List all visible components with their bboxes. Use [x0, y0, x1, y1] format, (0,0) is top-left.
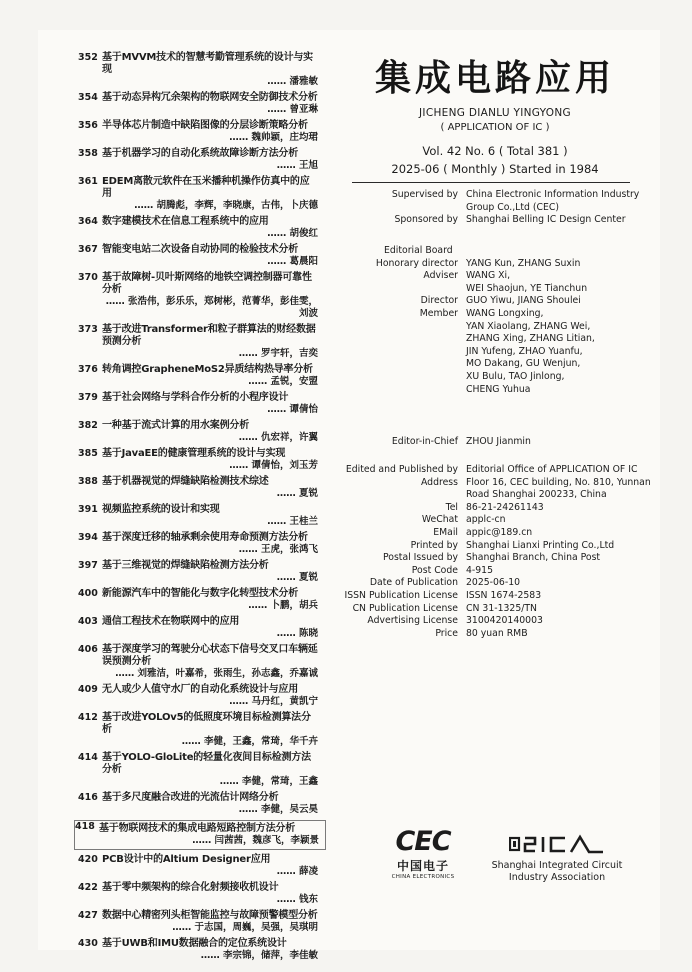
toc-page-number: 361: [78, 176, 98, 187]
toc-article-title: EDEM离散元软件在玉米播种机操作仿真中的应用: [102, 176, 310, 199]
info-row: [322, 565, 652, 578]
toc-authors: …… 仇宏祥，许翼: [238, 432, 318, 443]
info-row: [322, 258, 652, 271]
toc-page-number: 388: [78, 476, 98, 487]
toc-page-number: 420: [78, 854, 98, 865]
toc-article-title: 基于故障树-贝叶斯网络的地铁空调控制器可靠性分析: [102, 272, 312, 295]
toc-page-number: 391: [78, 504, 98, 515]
table-of-contents: [75, 52, 319, 966]
toc-entry: [78, 532, 318, 556]
info-row: [322, 590, 652, 603]
info-value-line: WANG Longxing,: [466, 307, 544, 319]
info-value-line: GUO Yiwu, JIANG Shoulei: [466, 295, 581, 307]
toc-page-number: 427: [78, 910, 98, 921]
info-value: [466, 514, 652, 527]
info-value-line: CN 31-1325/TN: [466, 602, 538, 614]
cec-logo-english: CHINA ELECTRONICS: [391, 874, 455, 880]
info-label: Member: [419, 307, 458, 319]
toc-article-title: 基于改进Transformer和粒子群算法的财经数据预测分析: [102, 324, 316, 347]
info-value: [466, 615, 652, 628]
toc-article-title: 基于MVVM技术的智慧考勤管理系统的设计与实现: [102, 52, 313, 75]
info-value: [466, 565, 652, 578]
toc-authors: …… 孟锐，安盟: [248, 376, 318, 387]
toc-page-number: 376: [78, 364, 98, 375]
toc-entry: [78, 92, 318, 116]
toc-entry: [78, 272, 318, 320]
toc-entry: [74, 820, 326, 850]
toc-page-number: 354: [78, 92, 98, 103]
toc-article-title: 基于机器学习的自动化系统故障诊断方法分析: [102, 148, 298, 159]
toc-entry: [78, 792, 318, 816]
toc-entry: [78, 712, 318, 748]
info-label: Price: [435, 627, 458, 639]
info-label: WeChat: [421, 514, 458, 526]
toc-authors: …… 王旭: [276, 160, 318, 171]
toc-authors: …… 夏锐: [276, 488, 318, 499]
sica-logo: [472, 832, 642, 884]
info-row: [322, 552, 652, 565]
toc-page-number: 352: [78, 52, 98, 63]
toc-page-number: 412: [78, 712, 98, 723]
toc-authors: …… 陈晓: [276, 628, 318, 639]
editorial-board: [322, 245, 652, 396]
info-value-line: Shanghai Belling IC Design Center: [466, 214, 626, 226]
sica-name-line-2: Industry Association: [508, 872, 606, 883]
info-value-line: 80 yuan RMB: [466, 627, 528, 639]
info-value-line: ISSN 1674-2583: [466, 589, 542, 601]
toc-authors: …… 李健，吴云昊: [238, 804, 318, 815]
info-row: [322, 295, 652, 308]
toc-entry: [78, 854, 318, 878]
info-label: CN Publication License: [352, 602, 458, 614]
toc-article-title: 基于零中频架构的综合化射频接收机设计: [102, 882, 279, 893]
toc-page-number: 430: [78, 938, 98, 949]
info-label: Sponsored by: [394, 214, 458, 226]
toc-entry: [78, 752, 318, 788]
toc-article-title: 半导体芯片制造中缺陷图像的分层诊断策略分析: [102, 120, 308, 131]
toc-entry: [78, 52, 318, 88]
toc-page-number: 409: [78, 684, 98, 695]
info-label: Address: [420, 476, 458, 488]
toc-entry: [78, 644, 318, 680]
toc-entry: [78, 176, 318, 212]
toc-entry: [78, 148, 318, 172]
toc-entry: [78, 616, 318, 640]
info-value: [466, 527, 652, 540]
info-value-line: XU Bulu, TAO Jinlong,: [466, 370, 565, 382]
cec-logo-mark: CEC: [395, 826, 451, 857]
toc-article-title: 基于社会网络与学科合作分析的小程序设计: [102, 392, 289, 403]
toc-page-number: 379: [78, 392, 98, 403]
info-value-line: CHENG Yuhua: [466, 383, 531, 395]
info-value-line: YAN Xiaolang, ZHANG Wei,: [466, 320, 591, 332]
toc-entry: [78, 244, 318, 268]
info-label: Post Code: [411, 564, 458, 576]
masthead-divider: [352, 182, 630, 183]
info-label: EMail: [433, 526, 458, 538]
journal-english-title: ( APPLICATION OF IC ): [440, 122, 550, 133]
info-value: [466, 540, 652, 553]
toc-entry: [78, 216, 318, 240]
info-value-line: China Electronic Information Industry: [466, 189, 640, 200]
info-value: [466, 577, 652, 590]
info-value-line: 2025-06-10: [466, 577, 521, 589]
info-row: [322, 628, 652, 641]
sica-logo-icon: [509, 834, 605, 856]
info-label: Edited and Published by: [345, 464, 458, 475]
toc-article-title: 新能源汽车中的智能化与数字化转型技术分析: [102, 588, 298, 599]
info-row: [322, 436, 652, 449]
sica-logo-mark: [472, 832, 642, 856]
toc-page-number: 414: [78, 752, 98, 763]
info-row: [322, 270, 652, 295]
cec-logo-chinese: 中国电子: [396, 859, 449, 873]
toc-authors: …… 张浩伟，彭乐乐，郑树彬，范菁华，彭佳雯，刘波: [105, 296, 318, 319]
info-row: [322, 477, 652, 502]
cec-logo: [388, 826, 458, 880]
toc-article-title: 数据中心精密列头柜智能监控与故障预警模型分析: [102, 910, 318, 921]
info-value-line: WEI Shaojun, YE Tianchun: [466, 282, 588, 294]
info-label: Editor-in-Chief: [391, 436, 458, 447]
info-value: [466, 295, 652, 308]
journal-pinyin: JICHENG DIANLU YINGYONG: [419, 107, 571, 119]
toc-article-title: 基于三维视觉的焊缝缺陷检测方法分析: [102, 560, 269, 571]
info-value: [466, 464, 652, 477]
toc-authors: …… 魏帅颖，庄均珺: [229, 132, 318, 143]
info-label: Date of Publication: [369, 577, 458, 589]
info-label: Adviser: [423, 270, 458, 282]
toc-authors: …… 曾亚琳: [267, 104, 318, 115]
info-label: Printed by: [410, 539, 458, 551]
toc-page-number: 422: [78, 882, 98, 893]
info-row: [322, 527, 652, 540]
toc-authors: …… 闫茜茜，魏彦飞，李颖景: [192, 835, 319, 846]
info-value: [466, 477, 652, 502]
info-value-line: 4-915: [466, 564, 494, 576]
toc-page-number: 358: [78, 148, 98, 159]
toc-article-title: 基于UWB和IMU数据融合的定位系统设计: [102, 938, 287, 949]
toc-authors: …… 谭倩怡: [267, 404, 318, 415]
toc-authors: …… 夏锐: [276, 572, 318, 583]
toc-article-title: 数字建模技术在信息工程系统中的应用: [102, 216, 269, 227]
sponsor-block: [322, 189, 652, 227]
toc-page-number: 400: [78, 588, 98, 599]
info-label: Honorary director: [375, 257, 458, 269]
info-value-line: ZHANG Xing, ZHANG Litian,: [466, 333, 595, 345]
info-value-line: Shanghai Branch, China Post: [466, 552, 601, 564]
info-row: [322, 308, 652, 396]
info-label: Director: [420, 295, 458, 307]
toc-authors: …… 李健，王鑫，常琦，华千卉: [181, 736, 318, 747]
toc-page-number: 418: [75, 821, 95, 832]
info-value-line: 3100420140003: [466, 615, 543, 627]
info-value-line: applc-cn: [466, 514, 506, 526]
toc-entry: [78, 448, 318, 472]
info-label: Tel: [445, 501, 458, 513]
sica-name-line-1: Shanghai Integrated Circuit: [491, 860, 623, 871]
info-label: Supervised by: [391, 189, 458, 200]
toc-authors: …… 刘雅洁，叶嘉希，张雨生，孙志鑫，乔嘉诚: [115, 668, 318, 679]
toc-article-title: 一种基于流式计算的用水案例分析: [102, 420, 249, 431]
toc-authors: …… 李宗锦，储萍，李佳敏: [200, 950, 318, 961]
toc-authors: …… 薛凌: [276, 866, 318, 877]
info-value-line: Floor 16, CEC building, No. 810, Yunnan: [466, 476, 651, 488]
info-value-line: Shanghai Lianxi Printing Co.,Ltd: [466, 539, 615, 551]
toc-authors: …… 谭倩怡，刘玉芳: [229, 460, 318, 471]
info-value: [466, 502, 652, 515]
toc-page-number: 364: [78, 216, 98, 227]
toc-authors: …… 胡腾彪，李辉，李晓康，古伟，卜庆德: [134, 200, 318, 211]
toc-entry: [78, 882, 318, 906]
volume-line: Vol. 42 No. 6 ( Total 381 ): [422, 144, 568, 158]
info-value: [466, 552, 652, 565]
toc-authors: …… 钱东: [276, 894, 318, 905]
toc-authors: …… 李健，常琦，王鑫: [219, 776, 318, 787]
toc-page-number: 373: [78, 324, 98, 335]
info-value: [466, 590, 652, 603]
info-label: ISSN Publication License: [344, 589, 458, 601]
toc-page-number: 394: [78, 532, 98, 543]
info-value: [466, 189, 652, 214]
toc-page-number: 356: [78, 120, 98, 131]
info-row: [322, 464, 652, 477]
toc-page-number: 370: [78, 272, 98, 283]
info-value-line: appic@189.cn: [466, 526, 533, 538]
info-row: [322, 603, 652, 616]
started-line: 2025-06 ( Monthly ) Started in 1984: [391, 162, 599, 176]
info-row: [322, 214, 652, 227]
toc-entry: [78, 324, 318, 360]
toc-article-title: 基于深度迁移的轴承剩余使用寿命预测方法分析: [102, 532, 308, 543]
toc-article-title: PCB设计中的Altium Designer应用: [102, 854, 271, 865]
info-value-line: Editorial Office of APPLICATION OF IC: [466, 464, 638, 475]
toc-page-number: 385: [78, 448, 98, 459]
info-row: [322, 189, 652, 214]
toc-article-title: 基于JavaEE的健康管理系统的设计与实现: [102, 448, 286, 459]
toc-page-number: 403: [78, 616, 98, 627]
toc-authors: …… 卜鹏，胡兵: [248, 600, 318, 611]
info-label: Postal Issued by: [383, 552, 458, 564]
toc-authors: …… 于志国，周巍，吴强，吴琪明: [172, 922, 318, 933]
toc-authors: …… 葛晨阳: [267, 256, 318, 267]
toc-article-title: 基于物联网技术的集成电路短路控制方法分析: [99, 823, 295, 834]
toc-authors: …… 马丹红，黄凯宁: [229, 696, 318, 707]
toc-entry: [78, 364, 318, 388]
toc-article-title: 基于改进YOLOv5的低照度环境目标检测算法分析: [102, 712, 311, 735]
toc-article-title: 无人或少人值守水厂的自动化系统设计与应用: [102, 684, 298, 695]
toc-authors: …… 潘雅敏: [267, 76, 318, 87]
info-label: Advertising License: [367, 615, 458, 627]
info-row: [322, 514, 652, 527]
info-value-line: JIN Yufeng, ZHAO Yuanfu,: [466, 345, 583, 357]
editorial-board-heading: Editorial Board: [384, 245, 453, 256]
toc-entry: [78, 392, 318, 416]
toc-entry: [78, 910, 318, 934]
toc-entry: [78, 560, 318, 584]
toc-entry: [78, 420, 318, 444]
toc-entry: [78, 684, 318, 708]
toc-article-title: 基于多尺度融合改进的光流估计网络分析: [102, 792, 279, 803]
toc-entry: [78, 938, 318, 962]
info-row: [322, 502, 652, 515]
info-value-line: WANG Xi,: [466, 270, 511, 282]
toc-article-title: 基于机器视觉的焊缝缺陷检测技术综述: [102, 476, 269, 487]
toc-authors: …… 胡俊红: [267, 228, 318, 239]
toc-article-title: 转角调控GrapheneMoS2异质结构热导率分析: [102, 364, 313, 375]
info-value: [466, 214, 652, 227]
toc-article-title: 视频监控系统的设计和实现: [102, 504, 220, 515]
info-value: [466, 258, 652, 271]
info-value-line: YANG Kun, ZHANG Suxin: [466, 257, 581, 269]
info-value: [466, 270, 652, 295]
info-row: [322, 577, 652, 590]
toc-article-title: 基于YOLO-GloLite的轻量化夜间目标检测方法分析: [102, 752, 311, 775]
info-row: [322, 615, 652, 628]
toc-article-title: 智能变电站二次设备自动协同的检验技术分析: [102, 244, 298, 255]
toc-authors: …… 罗宇轩，吉奕: [238, 348, 318, 359]
toc-entry: [78, 476, 318, 500]
info-value-line: Road Shanghai 200233, China: [466, 489, 607, 501]
toc-page-number: 406: [78, 644, 98, 655]
editor-in-chief: [322, 436, 652, 449]
toc-article-title: 基于动态异构冗余架构的物联网安全防御技术分析: [102, 92, 318, 103]
toc-page-number: 382: [78, 420, 98, 431]
toc-entry: [78, 120, 318, 144]
toc-page-number: 416: [78, 792, 98, 803]
toc-article-title: 通信工程技术在物联网中的应用: [102, 616, 240, 627]
info-value-line: Group Co.,Ltd (CEC): [466, 201, 559, 213]
toc-page-number: 397: [78, 560, 98, 571]
toc-authors: …… 王桂兰: [267, 516, 318, 527]
toc-authors: …… 王虎，张鸿飞: [238, 544, 318, 555]
toc-page-number: 367: [78, 244, 98, 255]
toc-article-title: 基于深度学习的驾驶分心状态下信号交叉口车辆延误预测分析: [102, 644, 318, 667]
masthead: [340, 50, 650, 176]
info-row: [322, 540, 652, 553]
toc-entry: [78, 588, 318, 612]
info-value-line: MO Dakang, GU Wenjun,: [466, 358, 581, 370]
info-value: [466, 628, 652, 641]
info-value-line: 86-21-24261143: [466, 501, 544, 513]
publication-info: [322, 464, 652, 640]
toc-entry: [78, 504, 318, 528]
info-value: [466, 308, 652, 396]
journal-title: 集成电路应用: [374, 57, 615, 99]
info-value: [466, 603, 652, 616]
info-value: ZHOU Jianmin: [466, 436, 531, 447]
